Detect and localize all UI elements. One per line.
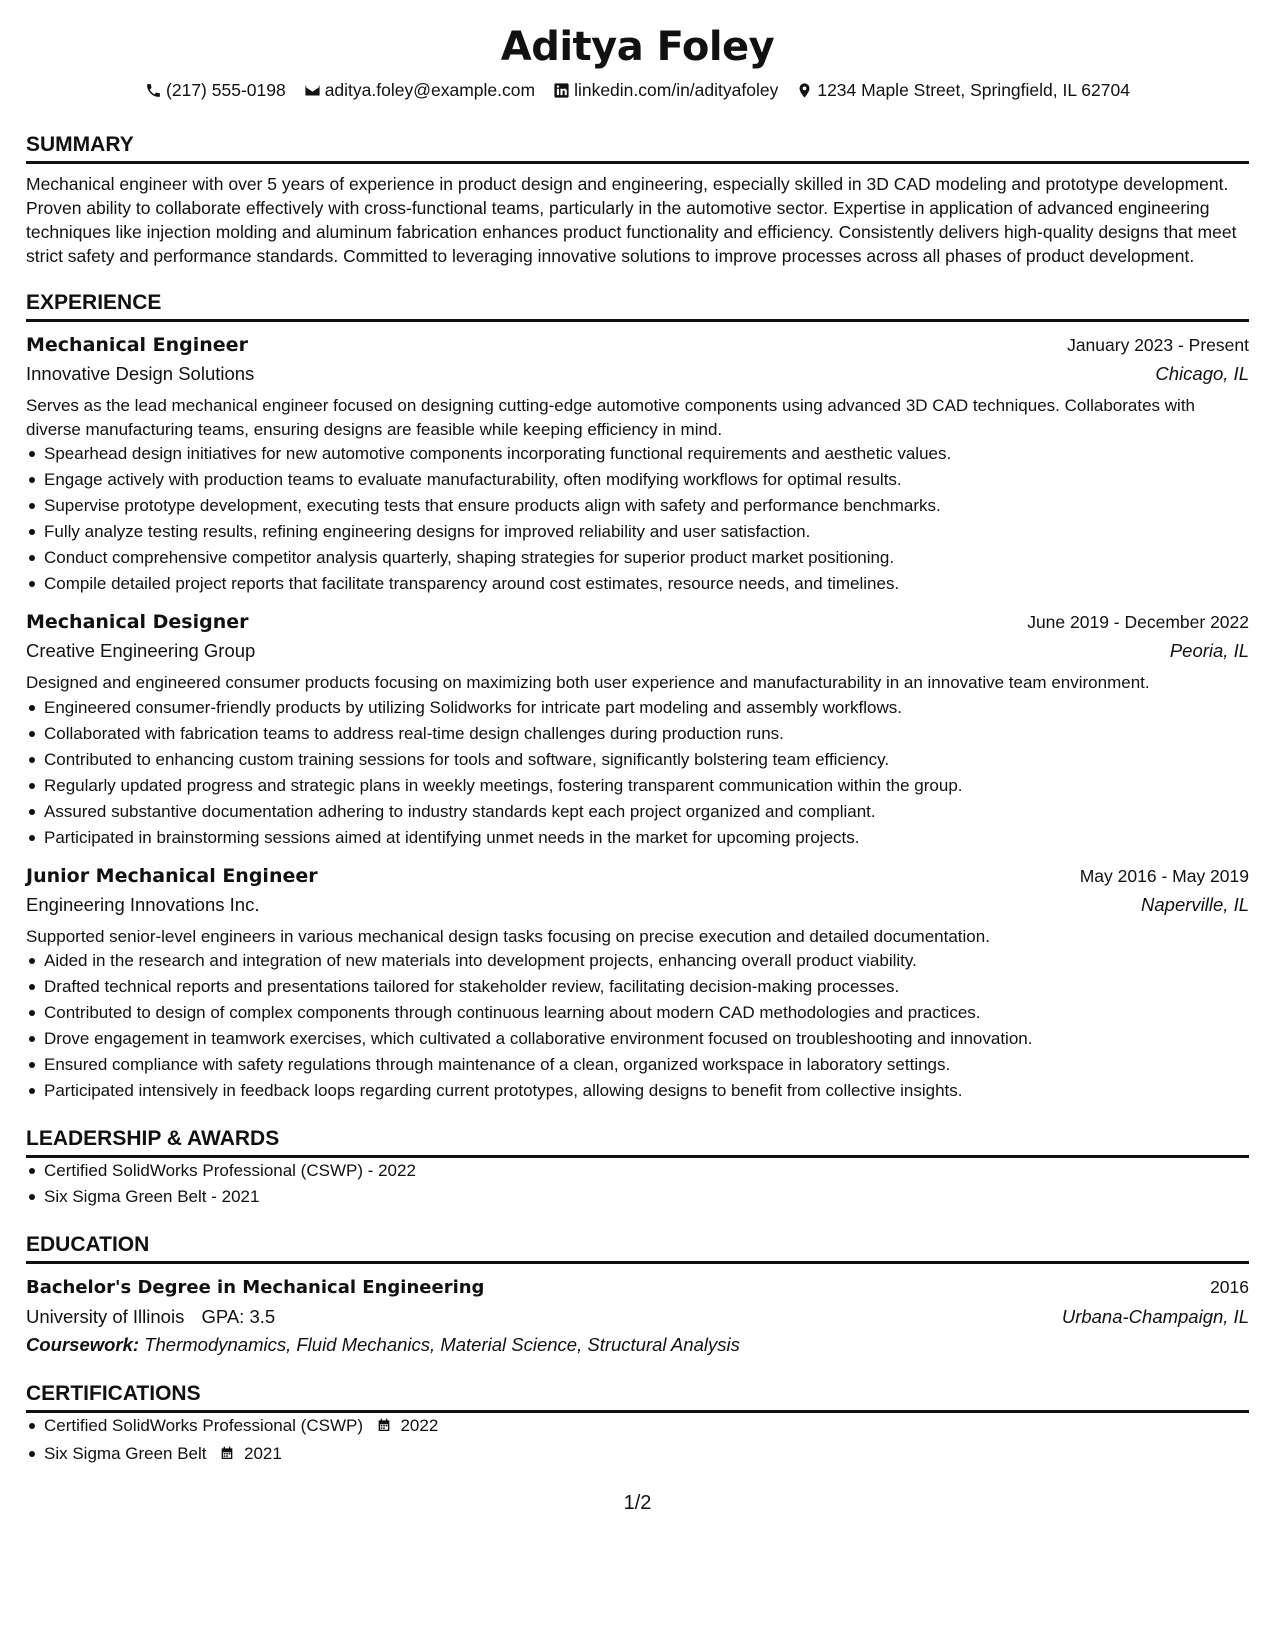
list-item: Participated in brainstorming sessions aimed at identifying unmet needs in the market for upcoming projects.	[44, 825, 1249, 851]
job-dates: January 2023 - Present	[1067, 335, 1249, 355]
job-bullets	[26, 948, 1249, 1104]
list-item: Regularly updated progress and strategic plans in weekly meetings, fostering transparent communication within the group.	[44, 773, 1249, 799]
certifications-list	[26, 1413, 1249, 1469]
certification-year: 2021	[243, 1444, 282, 1463]
job-dates: June 2019 - December 2022	[1027, 612, 1249, 632]
list-item: Participated intensively in feedback loops regarding current prototypes, allowing designs to benefit from collective insights.	[44, 1078, 1249, 1104]
certification-name: Six Sigma Green Belt	[44, 1444, 207, 1463]
candidate-name: Aditya Foley	[500, 24, 775, 70]
job-title: Mechanical Engineer	[26, 334, 248, 356]
summary-heading: SUMMARY	[26, 132, 1249, 164]
graduation-year: 2016	[1210, 1277, 1249, 1297]
leadership-list	[26, 1158, 1249, 1210]
education-entry	[26, 1272, 1249, 1359]
list-item: Certified SolidWorks Professional (CSWP) - 2022	[44, 1158, 1249, 1184]
list-item: Fully analyze testing results, refining engineering designs for improved reliability and user satisfaction.	[44, 519, 1249, 545]
job-company: Engineering Innovations Inc.	[26, 893, 260, 915]
job-location: Naperville, IL	[1141, 893, 1249, 915]
job-location: Chicago, IL	[1155, 363, 1249, 384]
job-bullets	[26, 441, 1249, 597]
school-location: Urbana-Champaign, IL	[1061, 1306, 1249, 1327]
map-pin-icon	[796, 82, 813, 99]
phone-icon	[145, 82, 162, 99]
list-item: Engage actively with production teams to evaluate manufacturability, often modifying workflows for optimal results.	[44, 467, 1249, 493]
job-company: Creative Engineering Group	[26, 640, 256, 661]
list-item	[44, 1413, 1249, 1441]
contact-address	[796, 78, 1130, 102]
address-text: 1234 Maple Street, Springfield, IL 62704	[817, 80, 1130, 100]
school-name: University of Illinois	[26, 1306, 185, 1327]
contact-email[interactable]	[304, 78, 535, 102]
contact-bar	[26, 78, 1249, 102]
job-dates: May 2016 - May 2019	[1079, 865, 1249, 886]
list-item: Drafted technical reports and presentations tailored for stakeholder review, facilitating decision-making processes.	[44, 974, 1249, 1000]
experience-heading: EXPERIENCE	[26, 290, 1249, 322]
certification-name: Certified SolidWorks Professional (CSWP)	[44, 1416, 363, 1435]
linkedin-text: linkedin.com/in/adityafoley	[574, 80, 779, 100]
list-item: Collaborated with fabrication teams to address real-time design challenges during production runs.	[44, 721, 1249, 747]
list-item: Supervise prototype development, executing tests that ensure products align with safety and performance benchmarks.	[44, 493, 1249, 519]
coursework-label: Coursework:	[26, 1334, 140, 1355]
job-description: Serves as the lead mechanical engineer focused on designing cutting-edge automotive components using advanced 3D CAD techniques. Collaborates with diverse manufacturing teams, ensuring designs are feasible while keeping efficiency in mind.	[26, 396, 1195, 439]
list-item: Conduct comprehensive competitor analysis quarterly, shaping strategies for superior product market positioning.	[44, 545, 1249, 571]
list-item: Compile detailed project reports that facilitate transparency around cost estimates, resource needs, and timelines.	[44, 571, 1249, 597]
calendar-icon	[376, 1415, 392, 1441]
page-number: 1/2	[623, 1492, 652, 1514]
contact-phone	[145, 78, 286, 102]
list-item: Engineered consumer-friendly products by utilizing Solidworks for intricate part modeling and assembly workflows.	[44, 695, 1249, 721]
job-description: Designed and engineered consumer products focusing on maximizing both user experience and manufacturability in an innovative team environment.	[26, 673, 1150, 692]
degree-title: Bachelor's Degree in Mechanical Engineering	[26, 1277, 485, 1298]
job-description: Supported senior-level engineers in various mechanical design tasks focusing on precise execution and detailed documentation.	[26, 926, 990, 946]
job-entry	[26, 330, 1249, 597]
certification-year: 2022	[400, 1416, 439, 1435]
job-entry	[26, 861, 1249, 1105]
coursework-list: Thermodynamics, Fluid Mechanics, Material Science, Structural Analysis	[144, 1334, 740, 1355]
job-bullets	[26, 695, 1249, 851]
summary-text: Mechanical engineer with over 5 years of experience in product design and engineering, especially skilled in 3D CAD modeling and prototype development. Proven ability to collaborate effectively with cross-functional teams, particularly in the automotive sector. Expertise in application of advanced engineering techniques like injection molding and aluminum fabrication enhances product functionality and efficiency. Consistently delivers high-quality designs that meet strict safety and performance standards. Committed to leveraging innovative solutions to improve processes across all phases of product development.	[26, 174, 1237, 266]
certifications-heading: CERTIFICATIONS	[26, 1381, 1249, 1413]
coursework	[26, 1331, 1249, 1359]
leadership-heading: LEADERSHIP & AWARDS	[26, 1126, 1249, 1158]
list-item: Assured substantive documentation adhering to industry standards kept each project organized and compliant.	[44, 799, 1249, 825]
linkedin-icon	[553, 82, 570, 99]
list-item: Contributed to design of complex components through continuous learning about modern CAD methodologies and practices.	[44, 1000, 1249, 1026]
job-title: Mechanical Designer	[26, 611, 249, 633]
gpa: GPA: 3.5	[201, 1306, 276, 1327]
job-entry	[26, 607, 1249, 851]
list-item: Aided in the research and integration of new materials into development projects, enhancing overall product viability.	[44, 948, 1249, 974]
phone-text: (217) 555-0198	[166, 80, 286, 100]
resume-page	[26, 22, 1249, 1469]
list-item: Ensured compliance with safety regulations through maintenance of a clean, organized workspace in laboratory settings.	[44, 1052, 1249, 1078]
job-location: Peoria, IL	[1169, 640, 1249, 661]
list-item	[44, 1441, 1249, 1469]
envelope-icon	[304, 82, 321, 99]
email-text: aditya.foley@example.com	[324, 80, 536, 100]
education-heading: EDUCATION	[26, 1232, 1249, 1264]
list-item: Spearhead design initiatives for new automotive components incorporating functional requirements and aesthetic values.	[44, 441, 1249, 467]
job-title: Junior Mechanical Engineer	[26, 864, 318, 887]
job-company: Innovative Design Solutions	[26, 363, 255, 384]
contact-linkedin[interactable]	[553, 78, 778, 102]
list-item: Drove engagement in teamwork exercises, which cultivated a collaborative environment focused on troubleshooting and innovation.	[44, 1026, 1249, 1052]
calendar-icon	[219, 1443, 235, 1469]
list-item: Contributed to enhancing custom training sessions for tools and software, significantly bolstering team efficiency.	[44, 747, 1249, 773]
list-item: Six Sigma Green Belt - 2021	[44, 1184, 1249, 1210]
